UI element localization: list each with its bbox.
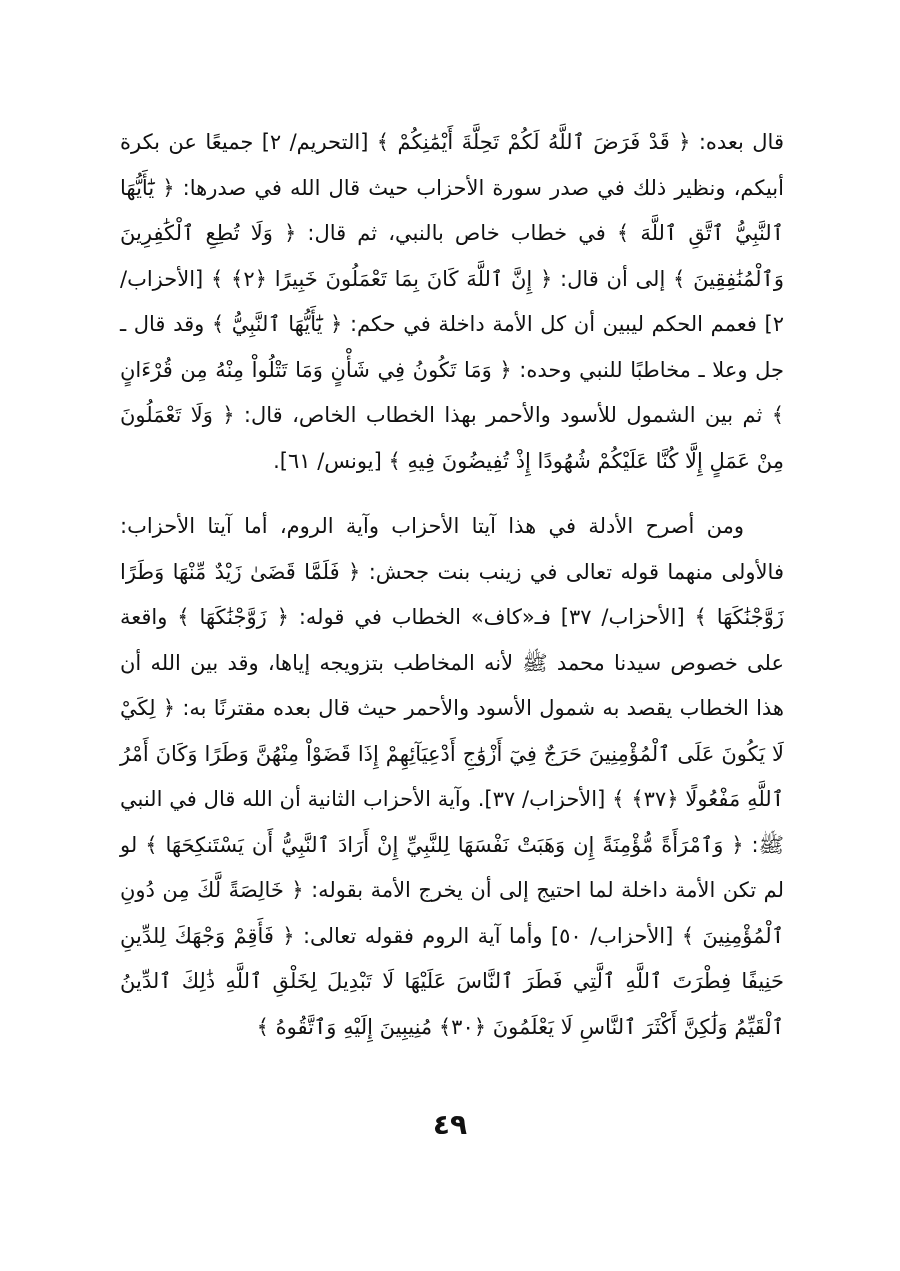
paragraph-2: ومن أصرح الأدلة في هذا آيتا الأحزاب وآية الروم، أما آيتا الأحزاب: فالأولى منهما قوله تعالى في زينب بنت جحش: ﴿ فَلَمَّا قَضَىٰ زَيْدٌ مِّنْهَا وَطَرًا زَوَّجْنَٰكَهَا ﴾ [الأحزاب/ ٣٧] فـ«كاف» الخطاب في قوله: ﴿ زَوَّجْنَٰكَهَا ﴾ واقعة على خصوص سيدنا محمد ﷺ لأنه المخاطب بتزويجه إياها، وقد بين الله أن هذا الخطاب يقصد به شمول الأسود والأحمر حيث قال بعده مقترنًا به: ﴿ لِكَيْ لَا يَكُونَ عَلَى ٱلْمُؤْمِنِينَ حَرَجٌ فِيٓ أَزْوَٰجِ أَدْعِيَآئِهِمْ إِذَا قَضَوْاْ مِنْهُنَّ وَطَرًا وَكَانَ أَمْرُ ٱللَّهِ مَفْعُولًا ﴿٣٧﴾ ﴾ [الأحزاب/ ٣٧]. وآية الأحزاب الثانية أن الله قال في النبي ﷺ: ﴿ وَٱمْرَأَةً مُّؤْمِنَةً إِن وَهَبَتْ نَفْسَهَا لِلنَّبِيِّ إِنْ أَرَادَ ٱلنَّبِيُّ أَن يَسْتَنكِحَهَا ﴾ لو لم تكن الأمة داخلة لما احتيج إلى أن يخرج الأمة بقوله: ﴿ خَالِصَةً لَّكَ مِن دُونِ ٱلْمُؤْمِنِينَ ﴾ [الأحزاب/ ٥٠] وأما آية الروم فقوله تعالى: ﴿ فَأَقِمْ وَجْهَكَ لِلدِّينِ حَنِيفًا فِطْرَتَ ٱللَّهِ ٱلَّتِي فَطَرَ ٱلنَّاسَ عَلَيْهَا لَا تَبْدِيلَ لِخَلْقِ ٱللَّهِ ذَٰلِكَ ٱلدِّينُ ٱلْقَيِّمُ وَلَٰكِنَّ أَكْثَرَ ٱلنَّاسِ لَا يَعْلَمُونَ ﴿٣٠﴾ مُنِيبِينَ إِلَيْهِ وَٱتَّقُوهُ ﴾ [120, 514, 785, 1039]
paragraph-1: قال بعده: ﴿ قَدْ فَرَضَ ٱللَّهُ لَكُمْ تَحِلَّةَ أَيْمَٰنِكُمْ ﴾ [التحريم/ ٢] جميعًا عن بكرة أبيكم، ونظير ذلك في صدر سورة الأحزاب حيث قال الله في صدرها: ﴿ يَٰٓأَيُّهَا ٱلنَّبِيُّ ٱتَّقِ ٱللَّهَ ﴾ في خطاب خاص بالنبي، ثم قال: ﴿ وَلَا تُطِعِ ٱلْكَٰفِرِينَ وَٱلْمُنَٰفِقِينَ ﴾ إلى أن قال: ﴿ إِنَّ ٱللَّهَ كَانَ بِمَا تَعْمَلُونَ خَبِيرًا ﴿٢﴾ ﴾ [الأحزاب/ ٢] فعمم الحكم ليبين أن كل الأمة داخلة في حكم: ﴿ يَٰٓأَيُّهَا ٱلنَّبِيُّ ﴾ وقد قال ـ جل وعلا ـ مخاطبًا للنبي وحده: ﴿ وَمَا تَكُونُ فِي شَأْنٍ وَمَا تَتْلُواْ مِنْهُ مِن قُرْءَانٍ ﴾ ثم بين الشمول للأسود والأحمر بهذا الخطاب الخاص، قال: ﴿ وَلَا تَعْمَلُونَ مِنْ عَمَلٍ إِلَّا كُنَّا عَلَيْكُمْ شُهُودًا إِذْ تُفِيضُونَ فِيهِ ﴾ [يونس/ ٦١]. [120, 130, 784, 473]
page-number: ٤٩ [432, 1108, 468, 1141]
page-body [120, 120, 784, 1050]
